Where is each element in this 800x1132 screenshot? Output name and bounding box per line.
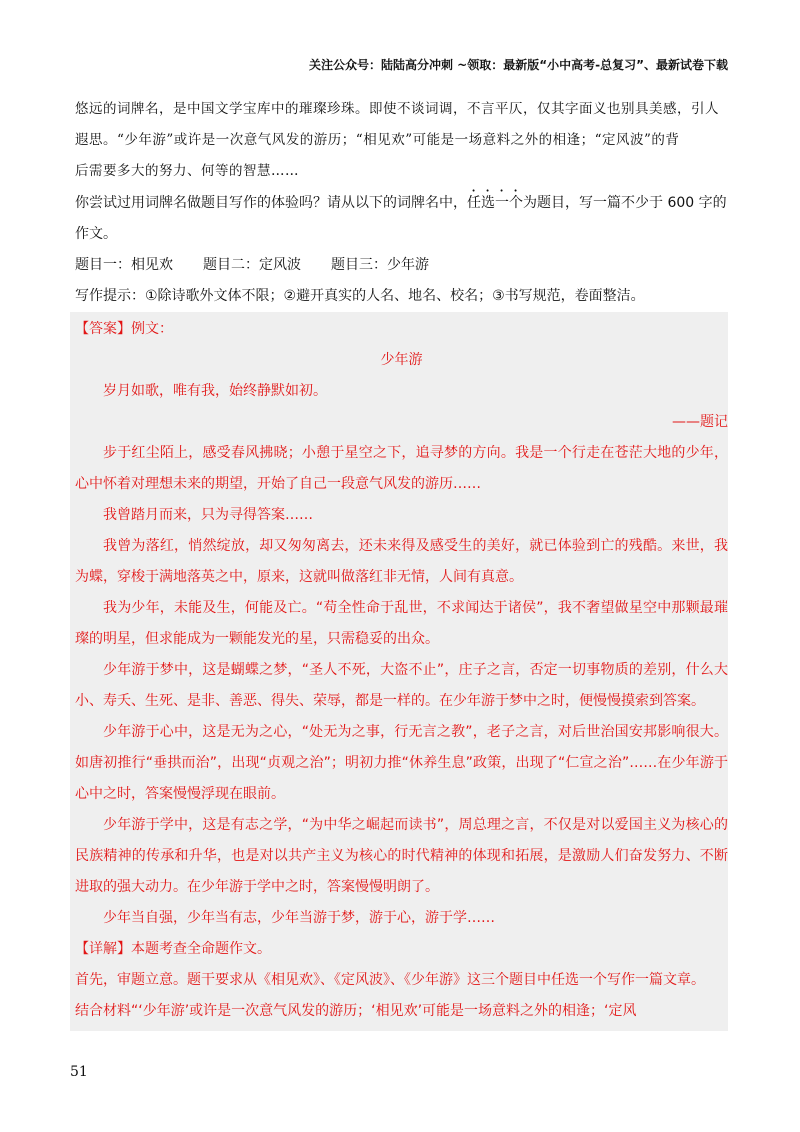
page-number: 51 bbox=[70, 1064, 88, 1080]
answer-tag: 【答案】 bbox=[75, 321, 131, 337]
detail-line-2: 结合材料“‘少年游’或许是一次意气风发的游历；‘相见欢’可能是一场意料之外的相逢；‘定风 bbox=[75, 1003, 637, 1019]
answer-section bbox=[70, 312, 728, 1031]
page-header: 关注公众号：陆陆高分冲刺 ~领取：最新版“小中高考-总复习”、最新试卷下载 bbox=[309, 58, 728, 72]
essay-epigraph-signature: ——题记 bbox=[672, 414, 728, 430]
essay-paragraph-4: 我为少年，未能及生，何能及亡。“苟全性命于乱世，不求闻达于诸侯”，我不奢望做星空中那颗最璀璨的明星，但求能成为一颗能发光的星，只需稳妥的出众。 bbox=[75, 600, 728, 647]
topic-1: 题目一：相见欢 bbox=[75, 257, 173, 273]
essay-paragraph-5: 少年游于梦中，这是蝴蝶之梦，“圣人不死，大盗不止”，庄子之言，否定一切事物质的差别，什么大小、寿夭、生死、是非、善恶、得失、荣辱，都是一样的。在少年游于梦中之时，便慢慢摸索到答案。 bbox=[75, 662, 728, 709]
page-content bbox=[75, 94, 727, 1031]
detail-tag-after: 本题考查全命题作文。 bbox=[131, 941, 271, 957]
writing-tips: 写作提示：①除诗歌外文体不限；②避开真实的人名、地名、校名；③书写规范，卷面整洁。 bbox=[75, 288, 645, 304]
topic-list bbox=[75, 250, 727, 281]
essay-paragraph-3: 我曾为落红，悄然绽放，却又匆匆离去，还未来得及感受生的美好，就已体验到亡的残酷。来世，我为蝶，穿梭于满地落英之中，原来，这就叫做落红非无情，人间有真意。 bbox=[75, 538, 728, 585]
writing-task bbox=[75, 187, 727, 219]
topic-2: 题目二：定风波 bbox=[203, 257, 301, 273]
essay-paragraph-6: 少年游于心中，这是无为之心，“处无为之事，行无言之教”，老子之言，对后世治国安邦影响很大。如唐初推行“垂拱而治”，出现“贞观之治”；明初力推“休养生息”政策，出现了“仁宣之治”……在少年游于心中之时，答案慢慢浮现在眼前。 bbox=[75, 724, 728, 802]
detail-line-1: 首先，审题立意。题干要求从《相见欢》、《定风波》、《少年游》这三个题目中任选一个写作一篇文章。 bbox=[75, 972, 705, 988]
essay-paragraph-7: 少年游于学中，这是有志之学，“为中华之崛起而读书”，周总理之言，不仅是对以爱国主义为核心的民族精神的传承和升华，也是对以共产主义为核心的时代精神的体现和拓展，是激励人们奋发努力、不断进取的强大动力。在少年游于学中之时，答案慢慢明朗了。 bbox=[75, 817, 728, 895]
answer-heading bbox=[75, 314, 728, 345]
writing-task-line-2: 作文。 bbox=[75, 226, 117, 242]
answer-tag-after: 例文： bbox=[131, 321, 173, 337]
essay-paragraph-8: 少年当自强，少年当有志，少年当游于梦，游于心，游于学…… bbox=[103, 910, 495, 926]
task-emphasis: 任选一个 bbox=[467, 195, 523, 211]
essay-paragraph-2: 我曾踏月而来，只为寻得答案…… bbox=[103, 507, 313, 523]
task-text-before: 你尝试过用词牌名做题目写作的体验吗？请从以下的词牌名中， bbox=[75, 195, 467, 211]
essay-title: 少年游 bbox=[380, 352, 423, 368]
essay-epigraph: 岁月如歌，唯有我，始终静默如初。 bbox=[103, 383, 327, 399]
detail-heading bbox=[75, 934, 728, 965]
topic-3: 题目三：少年游 bbox=[331, 257, 429, 273]
detail-tag: 【详解】 bbox=[75, 941, 131, 957]
prompt-line-3: 后需要多大的努力、何等的智慧…… bbox=[75, 163, 299, 179]
essay-paragraph-1: 步于红尘陌上，感受春风拂晓；小憩于星空之下，追寻梦的方向。我是一个行走在苍茫大地的少年，心中怀着对理想未来的期望，开始了自己一段意气风发的游历…… bbox=[75, 445, 728, 492]
prompt-line-1: 悠远的词牌名，是中国文学宝库中的璀璨珍珠。即使不谈词调，不言平仄，仅其字面义也别具美感，引人 bbox=[75, 101, 719, 117]
prompt-line-2: 遐思。“少年游”或许是一次意气风发的游历；“相见欢”可能是一场意料之外的相逢；“定风波”的背 bbox=[75, 132, 680, 148]
task-text-after: 为题目，写一篇不少于 600 字的 bbox=[523, 195, 727, 211]
